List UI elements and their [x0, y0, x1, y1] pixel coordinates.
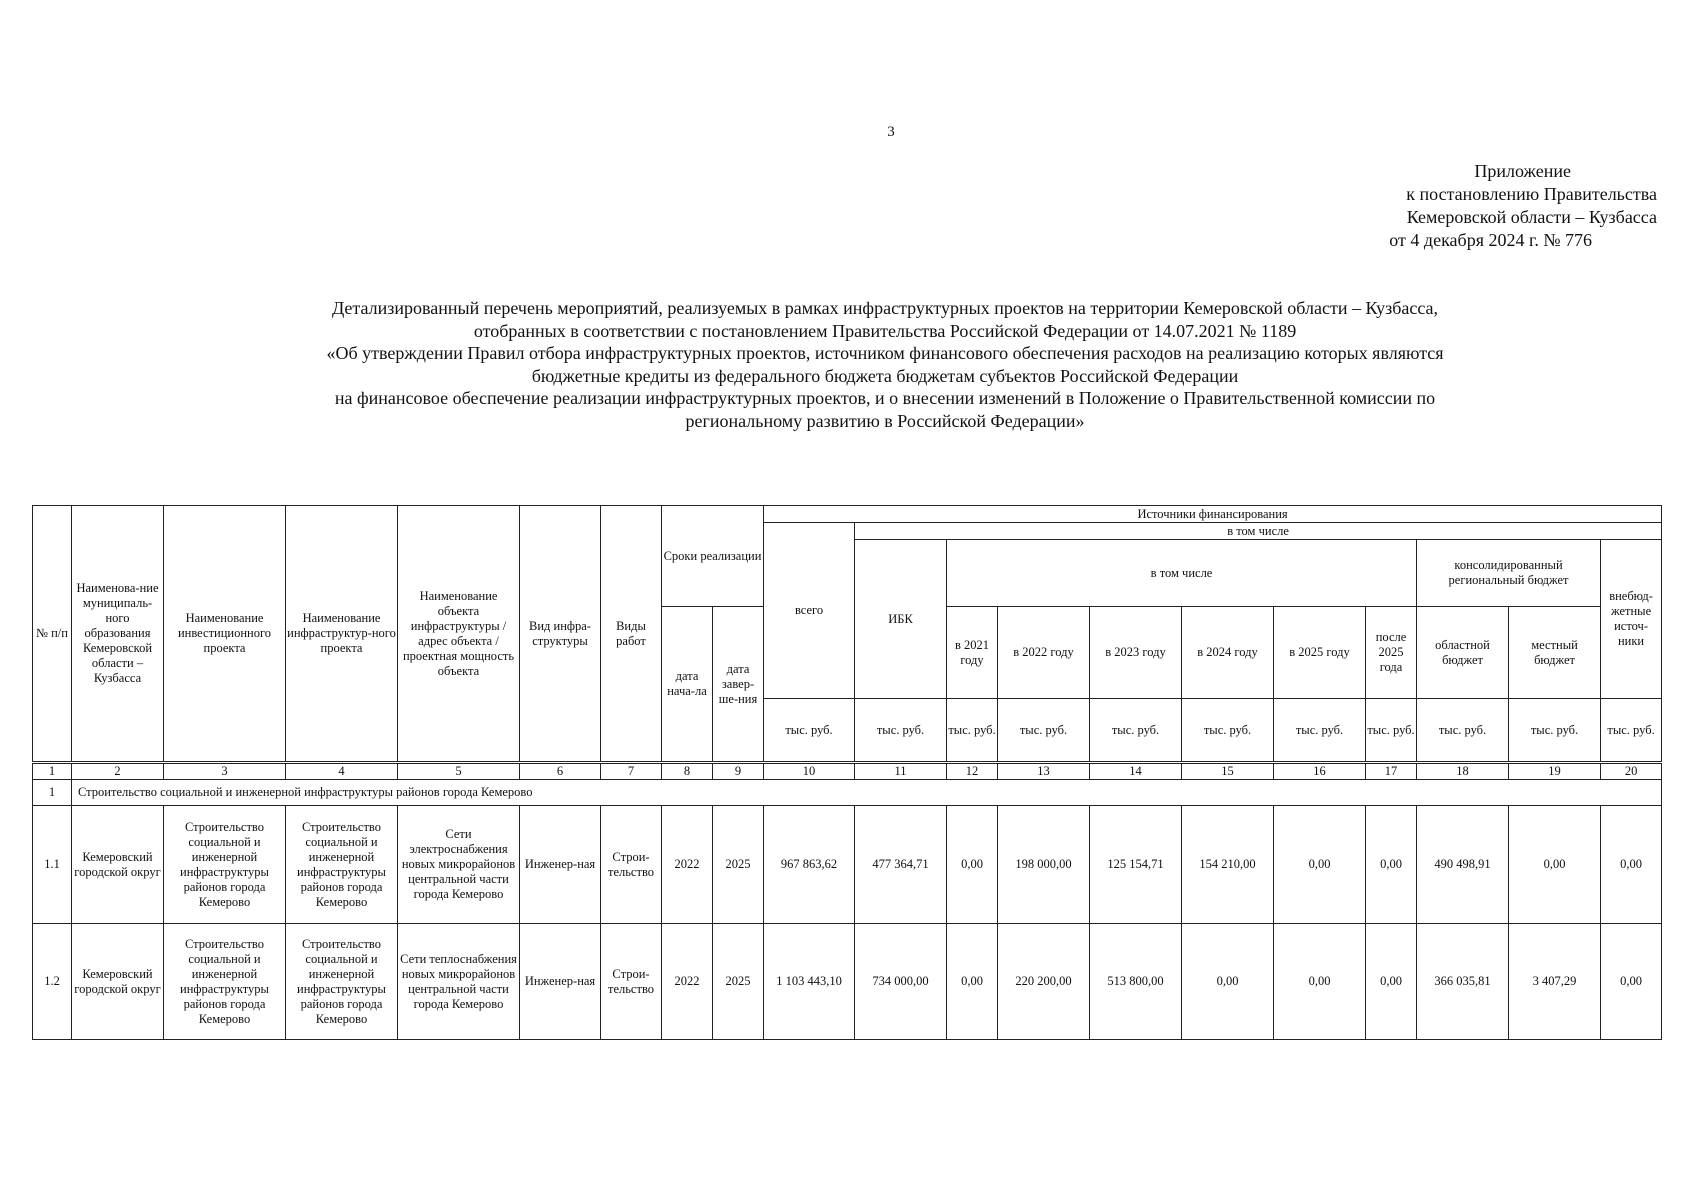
unit-label: тыс. руб. — [1366, 699, 1417, 763]
unit-label: тыс. руб. — [1274, 699, 1366, 763]
column-number: 9 — [713, 763, 764, 780]
row-y2025: 0,00 — [1274, 924, 1366, 1040]
unit-label: тыс. руб. — [1182, 699, 1274, 763]
column-number: 3 — [164, 763, 286, 780]
row-y2022: 220 200,00 — [998, 924, 1090, 1040]
row-work-type: Строи-тельство — [601, 806, 662, 924]
header-ibk: ИБК — [855, 540, 947, 699]
appendix-block — [1317, 160, 1657, 252]
row-local: 0,00 — [1509, 806, 1601, 924]
row-municipality: Кемеровский городской округ — [72, 806, 164, 924]
header-investment-project: Наименование инвестиционного проекта — [164, 506, 286, 763]
row-y2024: 0,00 — [1182, 924, 1274, 1040]
row-ibk: 477 364,71 — [855, 806, 947, 924]
table-row — [33, 924, 1662, 1040]
header-object: Наименование объекта инфраструктуры / адрес объекта / проектная мощность объекта — [398, 506, 520, 763]
column-number: 16 — [1274, 763, 1366, 780]
title-line: Детализированный перечень мероприятий, реализуемых в рамках инфраструктурных проектов на территории Кемеровской области – Кузбасса, — [331, 298, 1439, 318]
row-object: Сети теплоснабжения новых микрорайонов центральной части города Кемерово — [398, 924, 520, 1040]
header-after2025: после 2025 года — [1366, 607, 1417, 699]
column-numbers-row — [33, 763, 1662, 780]
row-investment-project: Строительство социальной и инженерной инфраструктуры районов города Кемерово — [164, 806, 286, 924]
header-funding-sources: Источники финансирования — [764, 506, 1662, 523]
column-number: 8 — [662, 763, 713, 780]
row-extrabudget: 0,00 — [1601, 806, 1662, 924]
row-y2023: 513 800,00 — [1090, 924, 1182, 1040]
row-end: 2025 — [713, 806, 764, 924]
row-start: 2022 — [662, 924, 713, 1040]
row-extrabudget: 0,00 — [1601, 924, 1662, 1040]
column-number: 20 — [1601, 763, 1662, 780]
row-y2023: 125 154,71 — [1090, 806, 1182, 924]
row-local: 3 407,29 — [1509, 924, 1601, 1040]
table-row — [33, 806, 1662, 924]
header-infra-type: Вид инфра-структуры — [520, 506, 601, 763]
column-number: 10 — [764, 763, 855, 780]
row-regional: 490 498,91 — [1417, 806, 1509, 924]
unit-label: тыс. руб. — [947, 699, 998, 763]
header-regional-budget: областной бюджет — [1417, 607, 1509, 699]
projects-table — [32, 505, 1662, 1040]
row-total: 967 863,62 — [764, 806, 855, 924]
row-ibk: 734 000,00 — [855, 924, 947, 1040]
unit-label: тыс. руб. — [1509, 699, 1601, 763]
column-number: 19 — [1509, 763, 1601, 780]
section-number: 1 — [33, 780, 72, 806]
unit-label: тыс. руб. — [855, 699, 947, 763]
title-line: отобранных в соответствии с постановлением Правительства Российской Федерации от 14.07.2021 № 1189 — [473, 320, 1297, 341]
column-number: 7 — [601, 763, 662, 780]
row-after2025: 0,00 — [1366, 924, 1417, 1040]
column-number: 12 — [947, 763, 998, 780]
row-infra-project: Строительство социальной и инженерной инфраструктуры районов города Кемерово — [286, 924, 398, 1040]
header-y2025: в 2025 году — [1274, 607, 1366, 699]
row-object: Сети электроснабжения новых микрорайонов центральной части города Кемерово — [398, 806, 520, 924]
row-y2022: 198 000,00 — [998, 806, 1090, 924]
header-local-budget: местный бюджет — [1509, 607, 1601, 699]
header-municipality: Наименова-ние муниципаль-ного образования Кемеровской области – Кузбасса — [72, 506, 164, 763]
header-extrabudget: внебюд-жетные источ-ники — [1601, 540, 1662, 699]
header-start-date: дата нача-ла — [662, 607, 713, 763]
row-infra-type: Инженер-ная — [520, 924, 601, 1040]
unit-label: тыс. руб. — [998, 699, 1090, 763]
column-number: 13 — [998, 763, 1090, 780]
title-line: «Об утверждении Правил отбора инфраструктурных проектов, источником финансового обеспечения расходов на реализацию которых являются — [326, 343, 1444, 363]
row-total: 1 103 443,10 — [764, 924, 855, 1040]
header-including: в том числе — [855, 523, 1662, 540]
row-regional: 366 035,81 — [1417, 924, 1509, 1040]
header-y2023: в 2023 году — [1090, 607, 1182, 699]
column-number: 6 — [520, 763, 601, 780]
header-end-date: дата завер-ше-ния — [713, 607, 764, 763]
unit-label: тыс. руб. — [1417, 699, 1509, 763]
row-work-type: Строи-тельство — [601, 924, 662, 1040]
column-number: 2 — [72, 763, 164, 780]
header-work-type: Виды работ — [601, 506, 662, 763]
column-number: 15 — [1182, 763, 1274, 780]
row-municipality: Кемеровский городской округ — [72, 924, 164, 1040]
row-infra-type: Инженер-ная — [520, 806, 601, 924]
appendix-line: Кемеровской области – Кузбасса — [1406, 207, 1657, 227]
section-row — [33, 780, 1662, 806]
header-infra-project: Наименование инфраструктур-ного проекта — [286, 506, 398, 763]
title-line: на финансовое обеспечение реализации инфраструктурных проектов, и о внесении изменений в Положение о Правительственной комиссии по — [334, 388, 1436, 408]
column-number: 4 — [286, 763, 398, 780]
column-number: 11 — [855, 763, 947, 780]
column-number: 14 — [1090, 763, 1182, 780]
row-after2025: 0,00 — [1366, 806, 1417, 924]
row-y2024: 154 210,00 — [1182, 806, 1274, 924]
header-total: всего — [764, 523, 855, 699]
column-number: 1 — [33, 763, 72, 780]
row-y2021: 0,00 — [947, 806, 998, 924]
row-end: 2025 — [713, 924, 764, 1040]
column-number: 17 — [1366, 763, 1417, 780]
unit-label: тыс. руб. — [1090, 699, 1182, 763]
unit-label: тыс. руб. — [764, 699, 855, 763]
header-terms: Сроки реализации — [662, 506, 764, 607]
page-number: 3 — [887, 124, 895, 140]
document-title — [240, 297, 1530, 432]
column-number: 5 — [398, 763, 520, 780]
appendix-line: Приложение — [1474, 161, 1571, 181]
header-y2021: в 2021 году — [947, 607, 998, 699]
header-y2022: в 2022 году — [998, 607, 1090, 699]
title-line: региональному развитию в Российской Федерации» — [685, 410, 1085, 431]
row-investment-project: Строительство социальной и инженерной инфраструктуры районов города Кемерово — [164, 924, 286, 1040]
appendix-line: к постановлению Правительства — [1406, 184, 1657, 204]
row-num: 1.2 — [33, 924, 72, 1040]
row-y2025: 0,00 — [1274, 806, 1366, 924]
header-including-inner: в том числе — [947, 540, 1417, 607]
row-y2021: 0,00 — [947, 924, 998, 1040]
row-num: 1.1 — [33, 806, 72, 924]
header-num: № п/п — [33, 506, 72, 763]
unit-label: тыс. руб. — [1601, 699, 1662, 763]
row-infra-project: Строительство социальной и инженерной инфраструктуры районов города Кемерово — [286, 806, 398, 924]
header-y2024: в 2024 году — [1182, 607, 1274, 699]
header-consolidated-budget: консолидированный региональный бюджет — [1417, 540, 1601, 607]
title-line: бюджетные кредиты из федерального бюджета бюджетам субъектов Российской Федерации — [531, 365, 1239, 386]
row-start: 2022 — [662, 806, 713, 924]
column-number: 18 — [1417, 763, 1509, 780]
section-title: Строительство социальной и инженерной инфраструктуры районов города Кемерово — [72, 780, 1662, 806]
appendix-line: от 4 декабря 2024 г. № 776 — [1389, 230, 1592, 250]
